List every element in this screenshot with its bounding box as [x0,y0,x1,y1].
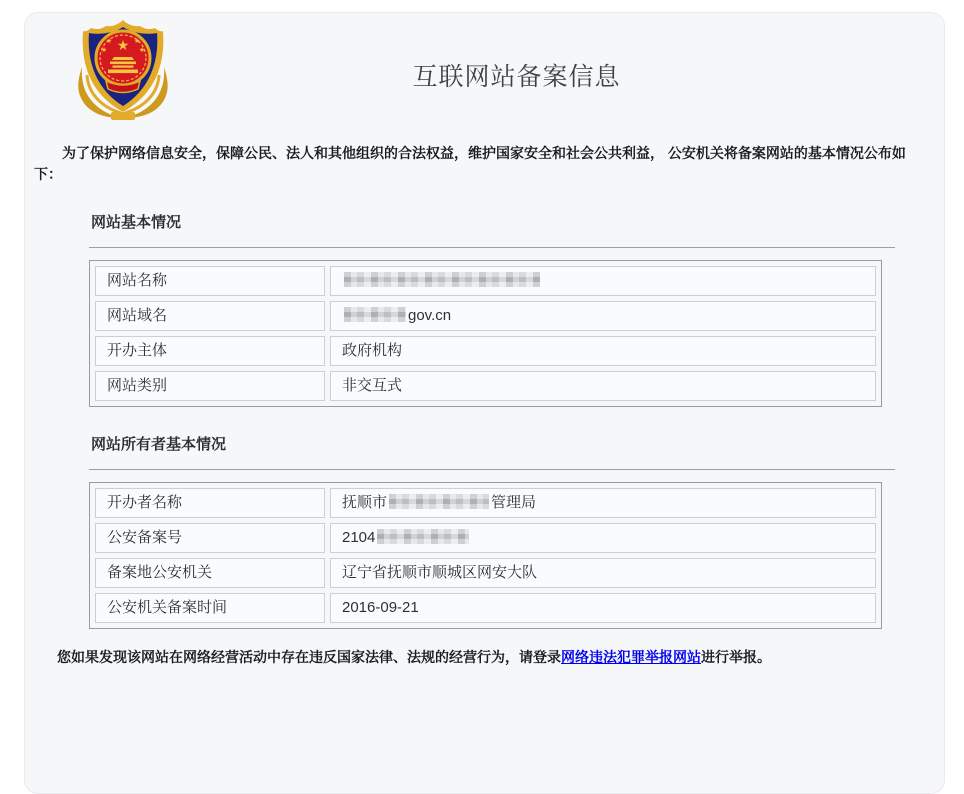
value-text: gov.cn [408,307,452,324]
row-value [330,266,876,296]
row-value [330,558,876,588]
row-label: 备案地公安机关 [95,558,325,588]
row-value [330,523,876,553]
value-text: 非交互式 [342,377,403,394]
section-divider [89,469,895,470]
row-value [330,336,876,366]
table-row [95,558,876,588]
section-divider [89,247,895,248]
row-label: 开办主体 [95,336,325,366]
row-label: 公安机关备案时间 [95,593,325,623]
row-label: 公安备案号 [95,523,325,553]
svg-text:★: ★ [133,37,141,45]
report-website-link[interactable]: 网络违法犯罪举报网站 [561,649,701,665]
row-label: 网站域名 [95,301,325,331]
info-table [89,482,882,629]
page-title: 互联网站备案信息 [412,63,621,91]
value-text: 抚顺市 [342,494,388,511]
info-section-1 [89,433,944,629]
value-text: 2104 [342,529,376,546]
svg-text:★: ★ [105,37,113,45]
row-value [330,301,876,331]
table-row [95,266,876,296]
police-badge-icon [75,19,171,121]
row-value [330,371,876,401]
table-row [95,336,876,366]
table-row [95,371,876,401]
footer-note [57,647,906,667]
section-title: 网站所有者基本情况 [91,436,227,453]
row-label: 开办者名称 [95,488,325,518]
table-row [95,301,876,331]
sections [25,211,944,629]
section-title: 网站基本情况 [91,214,182,231]
row-value [330,488,876,518]
card-header [25,13,944,129]
redacted-value [344,272,540,287]
svg-text:★: ★ [138,46,146,54]
table-row [95,593,876,623]
row-value [330,593,876,623]
value-text: 辽宁省抚顺市顺城区网安大队 [342,564,538,581]
table-row [95,488,876,518]
svg-text:★: ★ [100,46,108,54]
footer-text-after: 进行举报。 [701,649,771,665]
table-row [95,523,876,553]
value-text: 2016-09-21 [342,599,419,616]
footer-text-before: 您如果发现该网站在网络经营活动中存在违反国家法律、法规的经营行为，请登录 [57,649,561,665]
info-table [89,260,882,407]
intro-text: 为了保护网络信息安全，保障公民、法人和其他组织的合法权益，维护国家安全和社会公共利益， 公安机关将备案网站的基本情况公布如下： [34,145,906,182]
svg-text:★: ★ [116,38,130,54]
redacted-value [377,529,469,544]
redacted-value [389,494,489,509]
value-text: 政府机构 [342,342,403,359]
info-section-0 [89,211,944,407]
redacted-value [344,307,406,322]
value-text: 管理局 [491,494,537,511]
row-label: 网站类别 [95,371,325,401]
record-card [24,12,945,794]
row-label: 网站名称 [95,266,325,296]
